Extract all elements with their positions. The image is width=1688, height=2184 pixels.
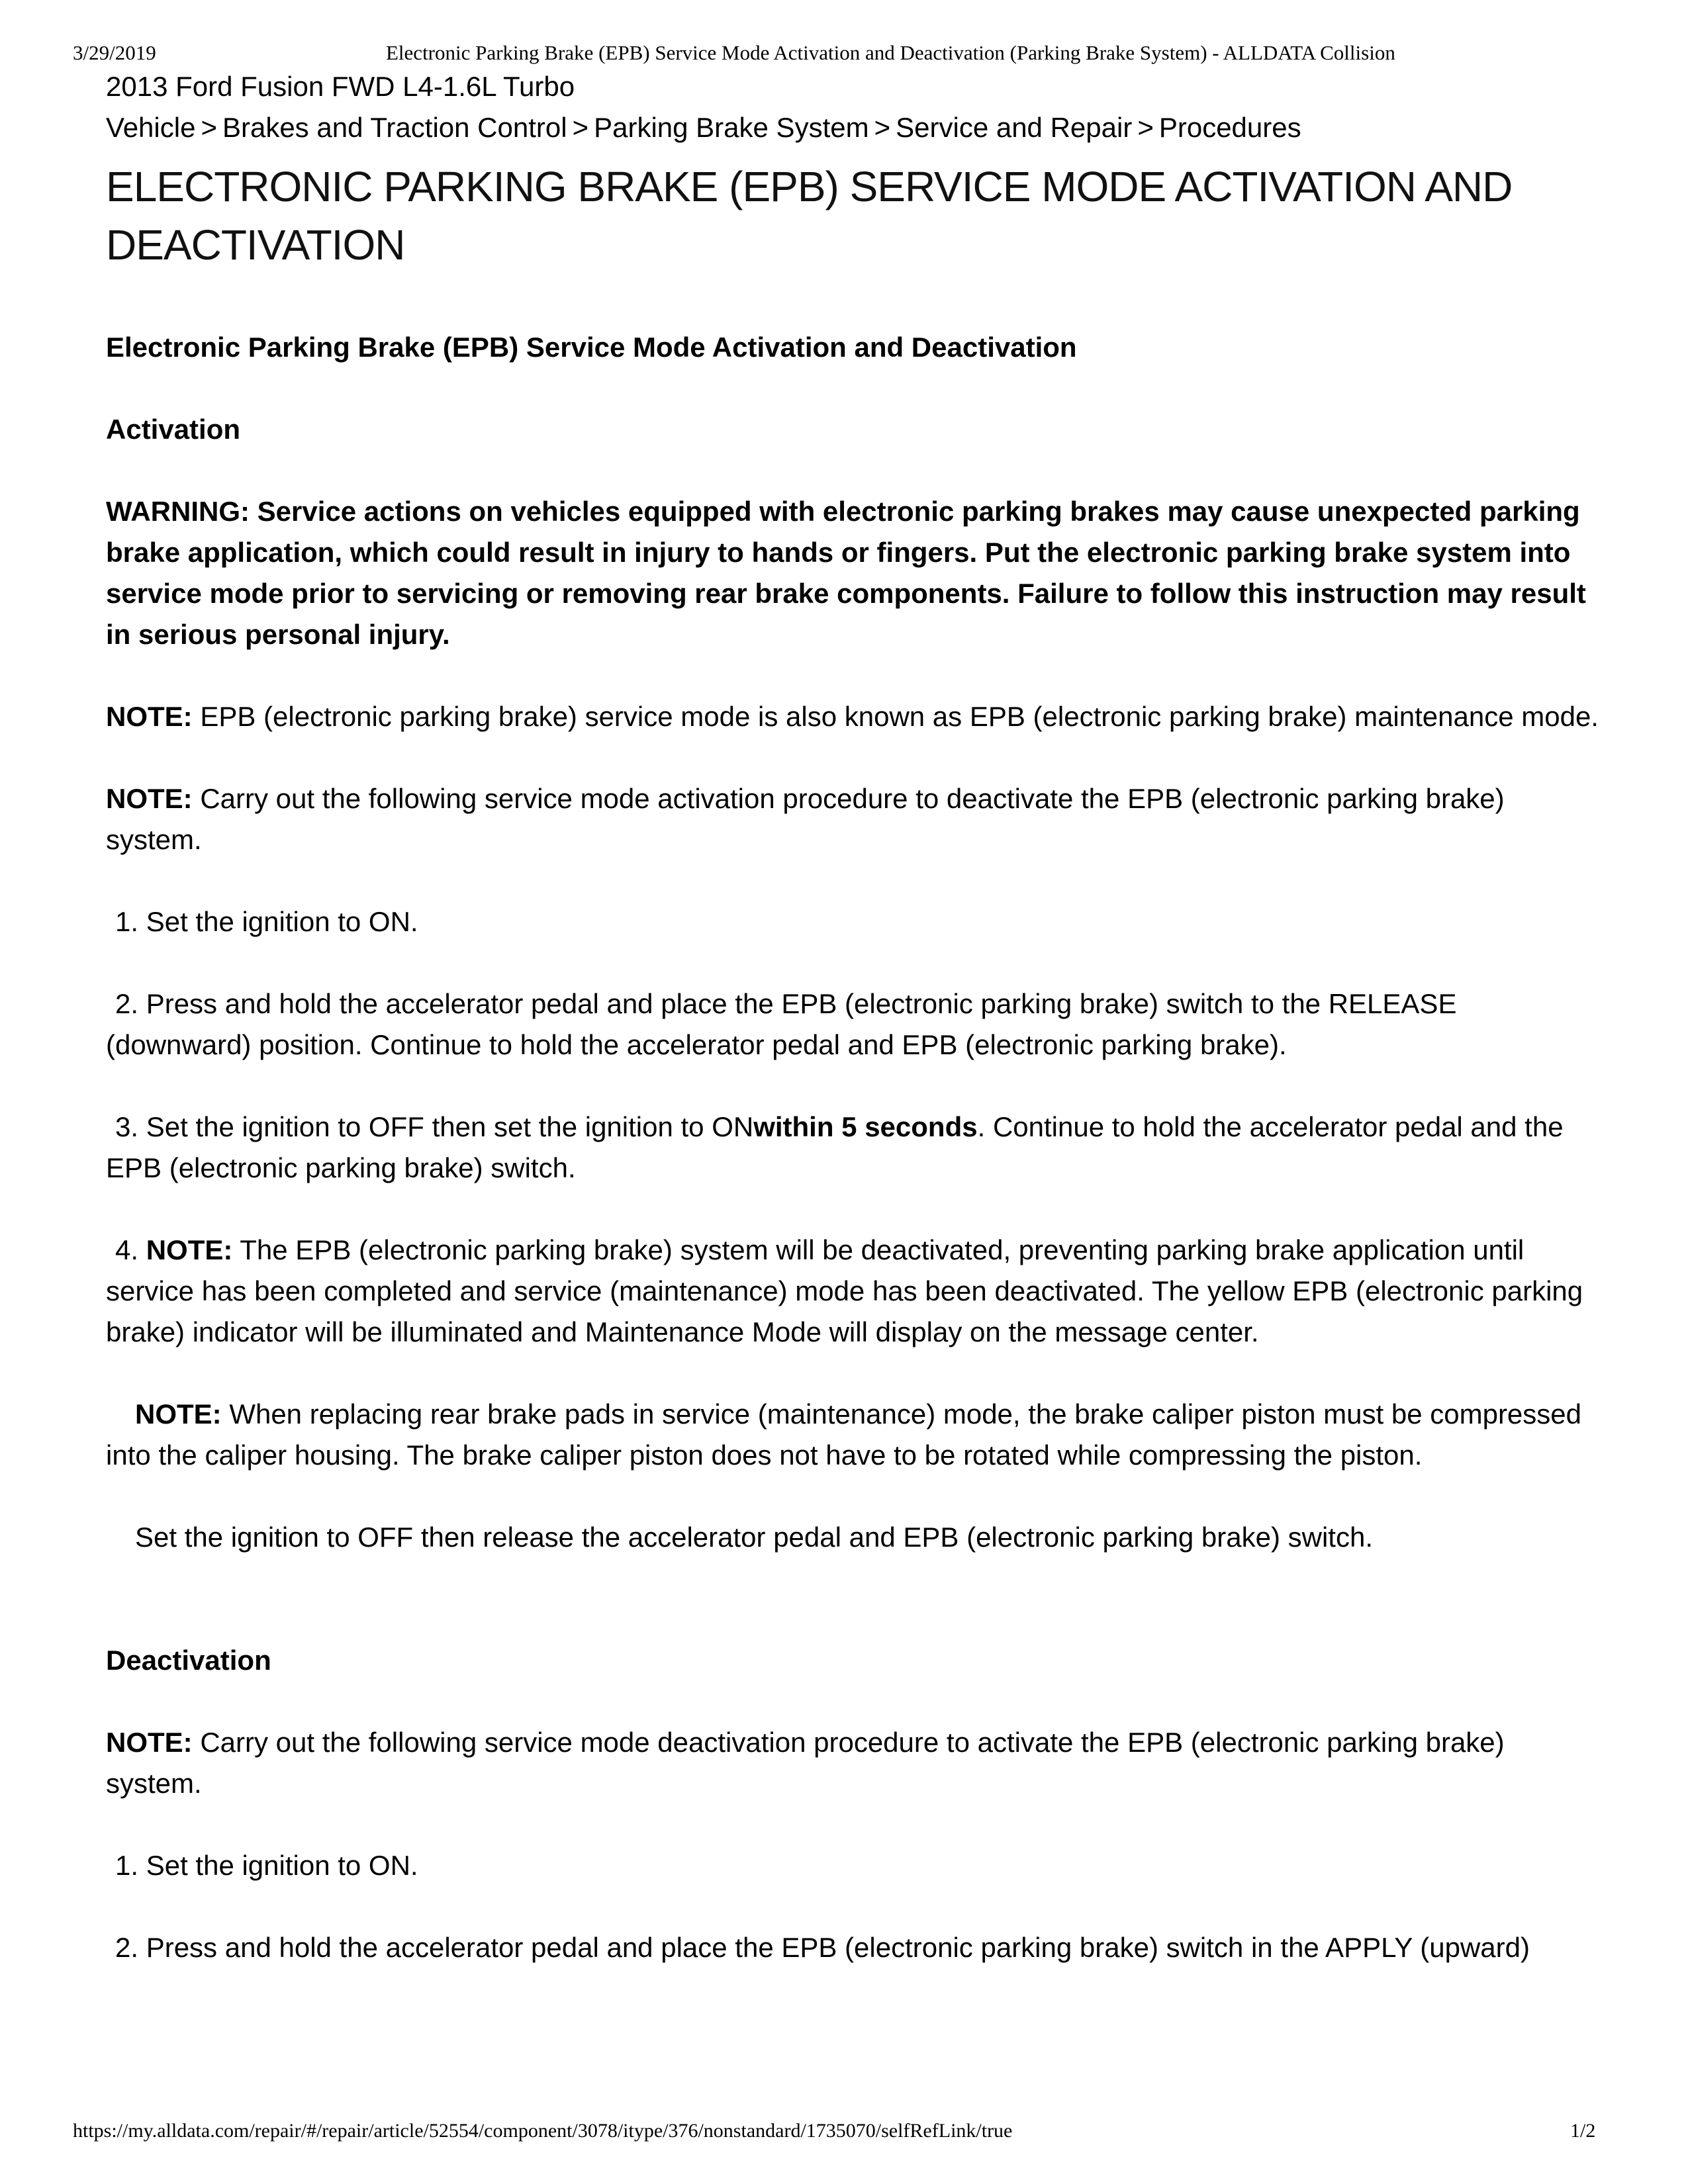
step-line-2: EPB (electronic parking brake) switch. <box>106 1152 576 1183</box>
breadcrumb <box>106 107 1622 148</box>
print-page-title: Electronic Parking Brake (EPB) Service Mode Activation and Deactivation (Parking Brake System) - ALLDATA Collision <box>386 41 1395 64</box>
step-text: Set the ignition to ON. <box>138 1850 418 1881</box>
breadcrumb-item-brakes[interactable]: Brakes and Traction Control <box>222 112 567 143</box>
step-text: Set the ignition to OFF then release the accelerator pedal and EPB (electronic parking brake) switch. <box>135 1522 1373 1553</box>
activation-step-3 <box>106 1107 1602 1189</box>
step-number: 2. <box>115 988 139 1019</box>
breadcrumb-separator: > <box>1137 112 1154 143</box>
note-text: Carry out the following service mode deactivation procedure to activate the EPB (electronic parking brake) system. <box>106 1727 1505 1799</box>
breadcrumb-item-service-repair[interactable]: Service and Repair <box>896 112 1133 143</box>
activation-step-4 <box>106 1230 1602 1353</box>
vehicle-label: 2013 Ford Fusion FWD L4-1.6L Turbo <box>106 71 575 102</box>
step-text: Set the ignition to OFF then set the ignition to ON <box>138 1111 754 1142</box>
note-text: When replacing rear brake pads in service (maintenance) mode, the brake caliper piston must be compressed into the caliper housing. The brake caliper piston does not have to be rotated while compressing the piston. <box>106 1398 1582 1471</box>
activation-heading: Activation <box>106 414 241 445</box>
step-emphasis: within 5 seconds <box>753 1111 978 1142</box>
step-number: 2. <box>115 1932 139 1963</box>
deactivation-step-1 <box>106 1845 1602 1886</box>
activation-step-2 <box>106 983 1602 1066</box>
page-number: 1/2 <box>1570 2120 1596 2142</box>
deactivation-step-2 <box>106 1927 1602 1968</box>
step-line-1 <box>106 1107 1609 1148</box>
step-text: Press and hold the accelerator pedal and place the EPB (electronic parking brake) switch in the APPLY (upward) <box>138 1932 1530 1963</box>
deactivation-heading: Deactivation <box>106 1645 271 1676</box>
warning-text: WARNING: Service actions on vehicles equipped with electronic parking brakes may cause unexpected parking brake application, which could result in injury to hands or fingers. Put the electronic parking brake system into service mode prior to servicing or removing rear brake components. Failure to follow this instruction may result in serious personal injury. <box>106 496 1586 650</box>
activation-step-1 <box>106 901 1602 942</box>
step-number: 3. <box>115 1111 139 1142</box>
breadcrumb-separator: > <box>572 112 589 143</box>
step-text: . Continue to hold the accelerator pedal and the <box>977 1111 1564 1142</box>
print-header <box>0 40 1688 66</box>
note-activation-procedure <box>106 778 1602 860</box>
note-text: EPB (electronic parking brake) service mode is also known as EPB (electronic parking brake) maintenance mode. <box>192 701 1599 732</box>
breadcrumb-separator: > <box>201 112 217 143</box>
breadcrumb-item-parking-brake-system[interactable]: Parking Brake System <box>594 112 869 143</box>
print-footer <box>0 2118 1688 2144</box>
note-label: NOTE: <box>138 1234 233 1265</box>
article-content <box>106 66 1622 1968</box>
breadcrumb-item-vehicle[interactable]: Vehicle <box>106 112 196 143</box>
step-text: The EPB (electronic parking brake) system will be deactivated, preventing parking brake application until service has been completed and service (maintenance) mode has been deactivated. The yellow EPB (electronic parking brake) indicator will be illuminated and Maintenance Mode will display on the message center. <box>106 1234 1583 1347</box>
step-text: Press and hold the accelerator pedal and place the EPB (electronic parking brake) switch to the RELEASE (downward) position. Continue to hold the accelerator pedal and EPB (electronic parking brake). <box>106 988 1457 1060</box>
note-deactivation-procedure <box>106 1722 1602 1804</box>
activation-step-4-note <box>106 1394 1602 1476</box>
note-label: NOTE: <box>106 783 193 814</box>
step-number: 1. <box>115 906 139 937</box>
print-date: 3/29/2019 <box>73 41 156 64</box>
note-maintenance-mode <box>106 696 1602 737</box>
step-number: 1. <box>115 1850 139 1881</box>
step-number: 4. <box>115 1234 139 1265</box>
breadcrumb-separator: > <box>874 112 891 143</box>
note-label: NOTE: <box>135 1398 222 1430</box>
page-title: ELECTRONIC PARKING BRAKE (EPB) SERVICE MODE ACTIVATION AND DEACTIVATION <box>106 163 1513 269</box>
activation-step-5 <box>106 1517 1602 1558</box>
page-url: https://my.alldata.com/repair/#/repair/article/52554/component/3078/itype/376/nonstandard/1735070/selfRefLink/true <box>73 2120 1013 2142</box>
note-label: NOTE: <box>106 701 193 732</box>
note-text: Carry out the following service mode activation procedure to deactivate the EPB (electronic parking brake) system. <box>106 783 1505 855</box>
breadcrumb-item-procedures[interactable]: Procedures <box>1158 112 1301 143</box>
note-label: NOTE: <box>106 1727 193 1758</box>
step-text: Set the ignition to ON. <box>138 906 418 937</box>
section-title: Electronic Parking Brake (EPB) Service Mode Activation and Deactivation <box>106 332 1077 363</box>
